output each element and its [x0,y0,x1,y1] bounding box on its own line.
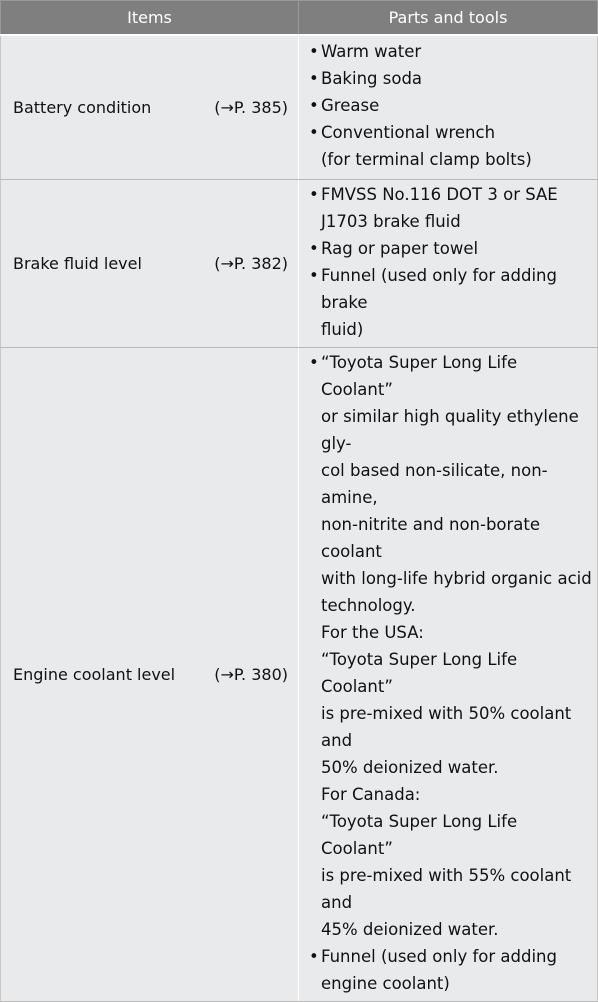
list-item [309,943,593,997]
parts-cell [299,347,598,1001]
part-text-line: “Toyota Super Long Life Coolant” [321,811,518,858]
part-text-line: technology. [321,595,416,615]
item-label-group [1,98,298,117]
list-item [309,92,593,119]
part-text-line: “Toyota Super Long Life Coolant” [321,352,518,399]
part-text-line: Grease [321,96,380,116]
parts-list [299,37,597,177]
part-text-line: 50% deionized water. [321,757,499,777]
item-name: Battery condition [13,97,152,117]
part-text-line: For Canada: [321,784,421,804]
part-text-line: 45% deionized water. [321,919,499,939]
column-header-parts-and-tools: Parts and tools [299,1,598,36]
part-text-line: J1703 brake fluid [321,211,461,231]
parts-cell [299,35,598,179]
list-item [309,38,593,65]
list-item [309,235,593,262]
list-item [309,349,593,943]
part-text-line: Funnel (used only for adding [321,946,557,966]
part-text-line: or similar high quality ethylene gly- [321,406,579,453]
part-text-line: non-nitrite and non-borate coolant [321,514,541,561]
part-text-line: (for terminal clamp bolts) [321,150,532,170]
item-label-group [1,254,298,273]
bullet-icon: • [309,96,319,116]
bullet-icon: • [309,42,319,62]
part-text-line: engine coolant) [321,973,450,993]
part-text-line: Baking soda [321,69,423,89]
item-cell [1,347,299,1001]
bullet-icon: • [309,238,319,258]
part-text-line: “Toyota Super Long Life Coolant” [321,649,518,696]
parts-cell [299,179,598,347]
bullet-icon: • [309,352,319,372]
item-name: Engine coolant level [13,664,176,684]
bullet-icon: • [309,184,319,204]
part-text-line: For the USA: [321,622,424,642]
bullet-icon: • [309,946,319,966]
list-item [309,65,593,92]
item-label-group [1,665,298,684]
page-reference: (→P. 385) [214,97,288,117]
part-text-line: with long-life hybrid organic acid [321,568,592,588]
table-row [1,35,598,179]
page-reference: (→P. 382) [214,253,288,273]
bullet-icon: • [309,265,319,285]
list-item [309,181,593,235]
table-row [1,347,598,1001]
part-text-line: is pre-mixed with 55% coolant and [321,865,572,912]
part-text-line: Warm water [321,42,422,62]
list-item [309,119,593,173]
parts-list [299,180,597,347]
item-name: Brake fluid level [13,253,142,273]
column-header-items: Items [1,1,299,36]
table-body [1,35,598,1001]
table-header-row [1,1,598,36]
part-text-line: is pre-mixed with 50% coolant and [321,703,572,750]
list-item [309,262,593,343]
table-row [1,179,598,347]
part-text-line: Rag or paper towel [321,238,479,258]
parts-list [299,348,597,1001]
page-reference: (→P. 380) [214,664,288,684]
part-text-line: Funnel (used only for adding brake [321,265,557,312]
part-text-line: FMVSS No.116 DOT 3 or SAE [321,184,558,204]
bullet-icon: • [309,69,319,89]
item-cell [1,35,299,179]
part-text-line: col based non-silicate, non-amine, [321,460,548,507]
part-text-line: fluid) [321,319,364,339]
bullet-icon: • [309,123,319,143]
item-cell [1,179,299,347]
part-text-line: Conventional wrench [321,123,496,143]
